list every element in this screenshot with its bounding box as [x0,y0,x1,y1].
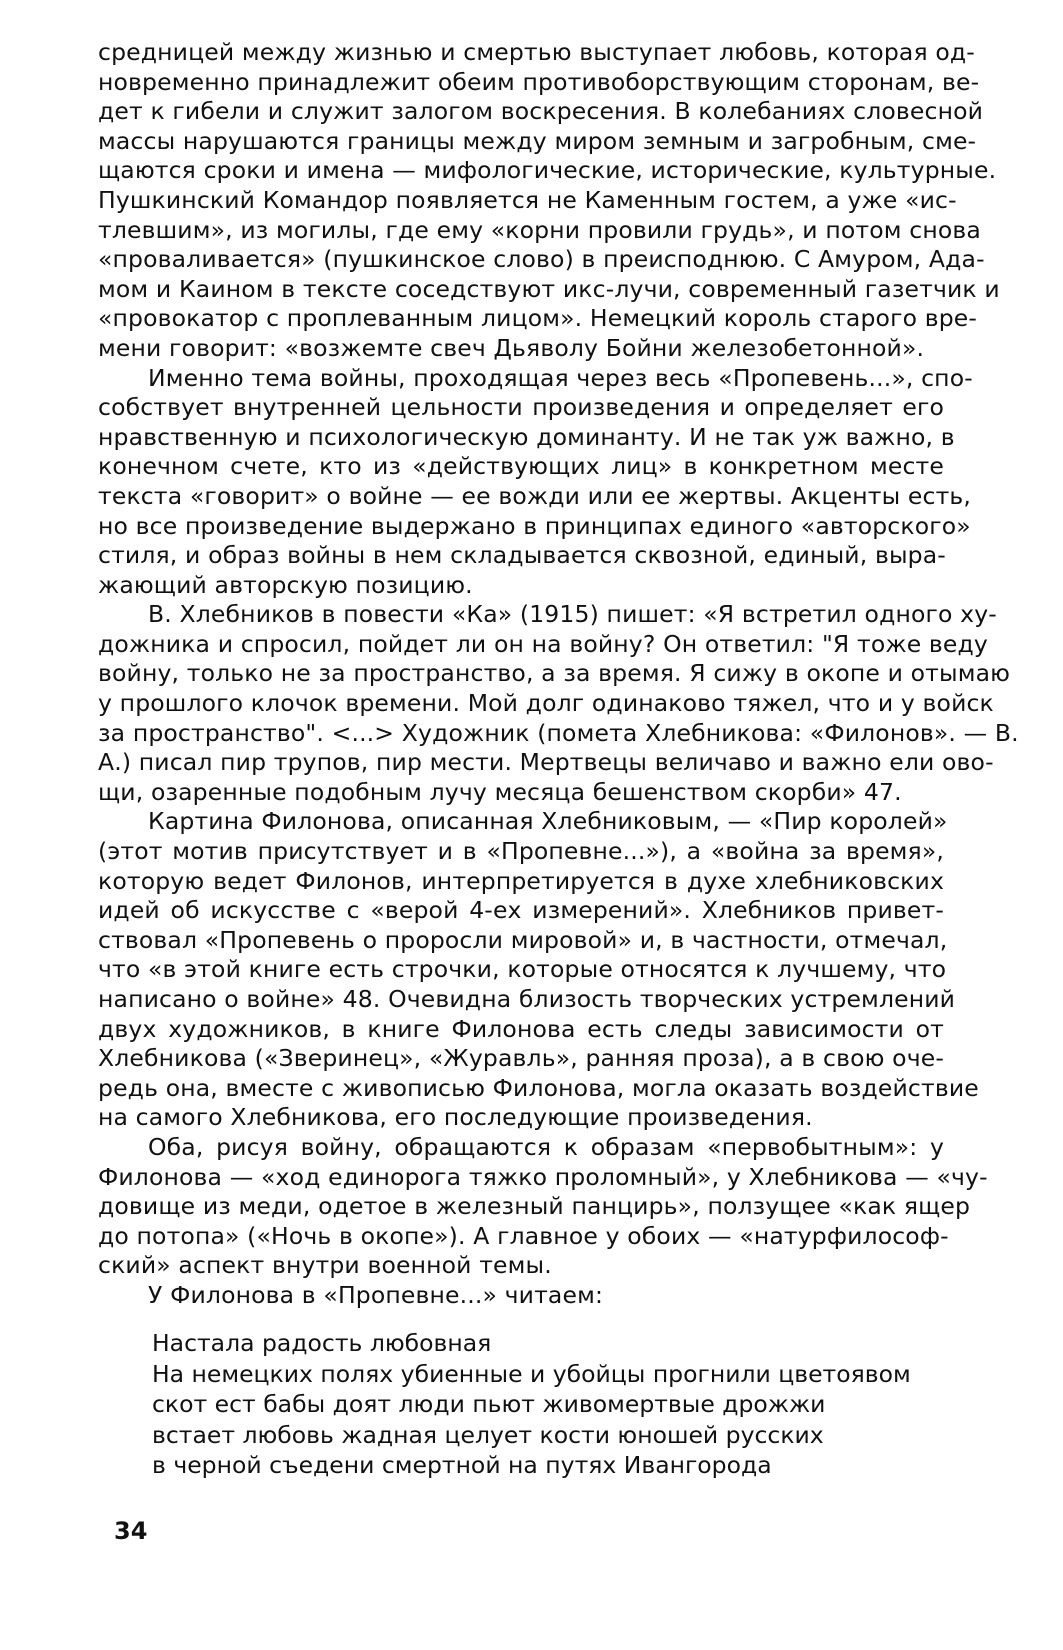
poem-line: скот ест бабы доят люди пьют живомертвые дрожжи [152,1390,826,1418]
text-line: двух художников, в книге Филонова есть следы зависимости от [98,1014,944,1043]
text-line: написано о войне» 48. Очевидна близость творческих устремлений [98,985,956,1013]
text-line: Пушкинский Командор появляется не Каменным гостем, а уже «ис- [98,185,957,214]
text-line: идей об искусстве с «верой 4-ех измерений». Хлебников привет- [98,896,944,925]
poem-line: На немецких полях убиенные и убойцы прогнили цветоявом [152,1359,911,1388]
text-line: Именно тема войны, проходящая через весь «Пропевень...», спо- [148,363,973,392]
text-line: ствовал «Пропевень о проросли мировой» и, в частности, отмечал, [98,925,948,954]
paragraph-1 [98,38,1000,364]
text-line: новременно принадлежит обеим противоборствующим сторонам, ве- [98,67,980,96]
text-line: за пространство". <...> Художник (помета Хлебникова: «Филонов». — В. [98,718,1019,747]
poem-quote [152,1328,911,1481]
text-line: массы нарушаются границы между миром земным и загробным, сме- [98,126,977,155]
text-line: У Филонова в «Пропевне...» читаем: [148,1280,604,1309]
paragraph-3 [98,600,1019,807]
text-line: дет к гибели и служит залогом воскресения. В колебаниях словесной [98,97,984,126]
text-line: жающий авторскую позицию. [98,570,473,599]
text-line: Картина Филонова, описанная Хлебниковым, — «Пир королей» [148,807,948,836]
text-line: до потопа» («Ночь в окопе»). А главное у обоих — «натурфилософ- [98,1221,949,1250]
text-line: редь она, вместе с живописью Филонова, могла оказать воздействие [98,1073,979,1102]
text-line: тлевшим», из могилы, где ему «корни провили грудь», и потом снова [98,215,981,244]
paragraph-4 [98,807,979,1133]
page-number: 34 [114,1517,148,1545]
text-line: дожника и спросил, пойдет ли он на войну? Он ответил: "Я тоже веду [98,629,988,658]
text-line: В. Хлебников в повести «Ка» (1915) пишет: «Я встретил одного ху- [148,600,997,629]
poem-line: в черной съедени смертной на путях Ивангорода [152,1451,772,1479]
text-line: щаются сроки и имена — мифологические, исторические, культурные. [98,156,997,185]
text-line: конечном счете, кто из «действующих лиц» в конкретном месте [98,452,944,481]
text-line: мом и Каином в тексте соседствуют икс-лучи, современный газетчик и [98,274,1000,303]
text-line: А.) писал пир трупов, пир мести. Мертвецы величаво и важно ели ово- [98,748,994,777]
text-line: что «в этой книге есть строчки, которые относятся к лучшему, что [98,955,947,984]
text-line: нравственную и психологическую доминанту. И не так уж важно, в [98,422,955,451]
text-line: (этот мотив присутствует и в «Пропевне...»), а «война за время», [98,837,944,866]
paragraph-5 [98,1132,988,1281]
text-line: Филонова — «ход единорога тяжко проломный», у Хлебникова — «чу- [98,1162,988,1191]
text-line: которую ведет Филонов, интерпретируется в духе хлебниковских [98,866,944,895]
text-line: Оба, рисуя войну, обращаются к образам «первобытным»: у [148,1132,944,1161]
text-line: но все произведение выдержано в принципах единого «авторского» [98,511,971,540]
text-line: мени говорит: «возжемте свеч Дьяволу Бойни железобетонной». [98,333,925,362]
poem-line: встает любовь жадная целует кости юношей русских [152,1420,824,1449]
text-line: довище из меди, одетое в железный панцирь», ползущее «как ящер [98,1192,971,1221]
text-line: у прошлого клочок времени. Мой долг одинаково тяжел, что и у войск [98,689,994,718]
text-line: собствует внутренней цельности произведения и определяет его [98,393,944,422]
text-line: средницей между жизнью и смертью выступает любовь, которая од- [98,38,975,66]
text-line: щи, озаренные подобным лучу месяца бешенством скорби» 47. [98,777,902,806]
text-line: «провокатор с проплеванным лицом». Немецкий король старого вре- [98,304,978,333]
text-line: текста «говорит» о войне — ее вожди или ее жертвы. Акценты есть, [98,481,972,510]
text-line: стиля, и образ войны в нем складывается сквозной, единый, выра- [98,541,946,570]
paragraph-2 [98,363,973,601]
text-line: на самого Хлебникова, его последующие произведения. [98,1103,813,1132]
text-line: войну, только не за пространство, а за время. Я сижу в окопе и отымаю [98,659,1011,688]
paragraph-6 [98,1281,944,1311]
body-text [98,38,1019,1311]
poem-line: Настала радость любовная [152,1329,492,1357]
text-line: ский» аспект внутри военной темы. [98,1251,552,1280]
text-line: Хлебникова («Зверинец», «Журавль», ранняя проза), а в свою оче- [98,1044,944,1073]
text-line: «проваливается» (пушкинское слово) в преисподнюю. С Амуром, Ада- [98,245,985,274]
